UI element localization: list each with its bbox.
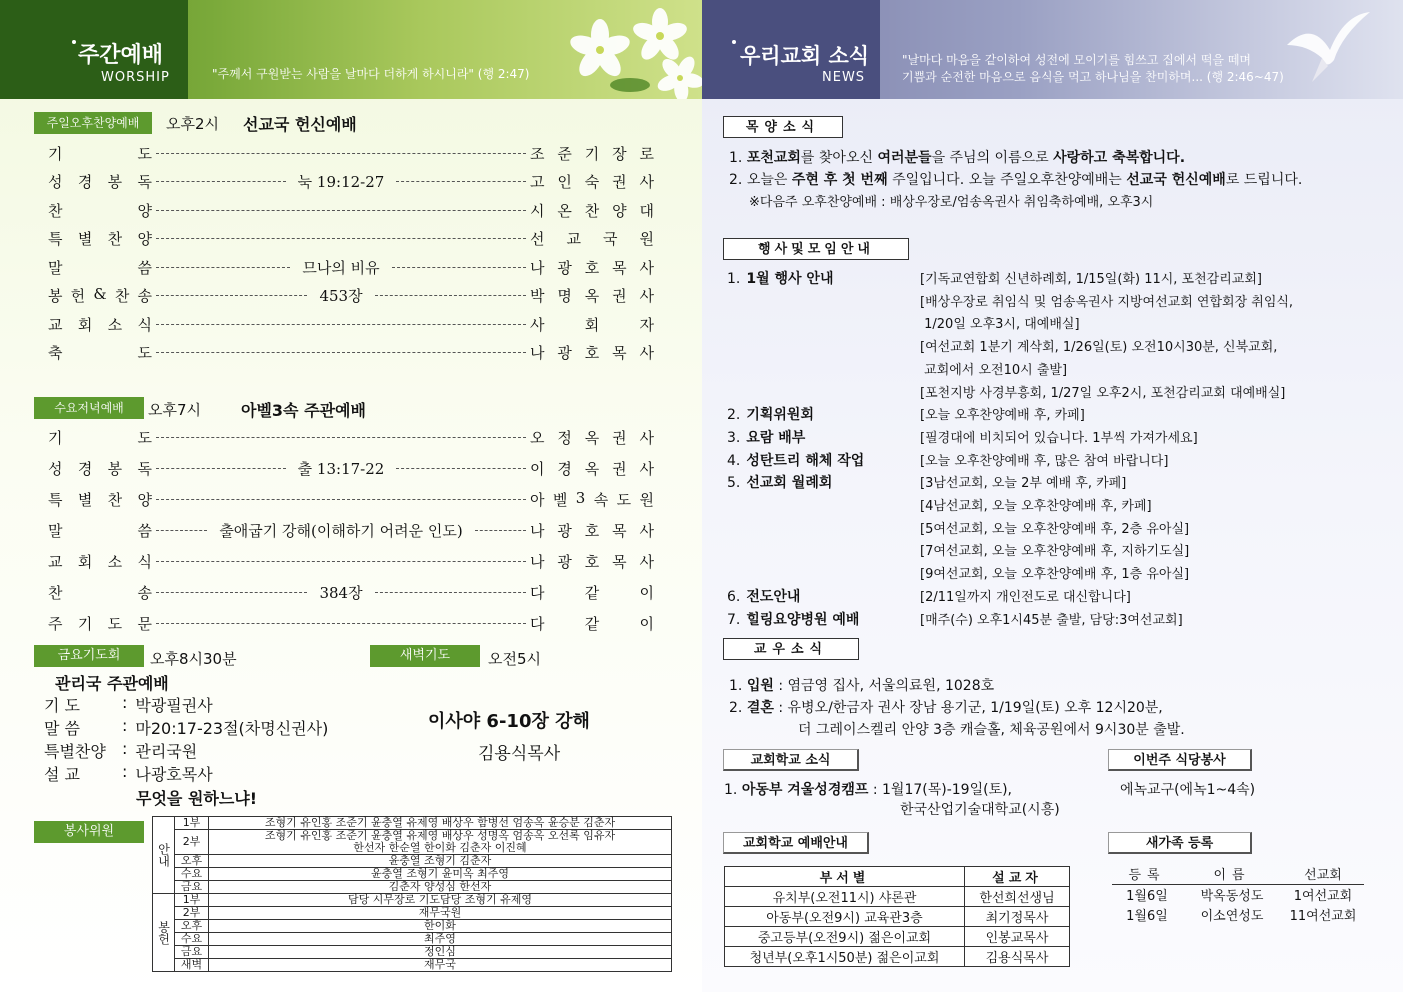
volunteer-names: 윤충열 조형기 김춘자 [209, 855, 672, 868]
friday-line: 특별찬양 : 관리국원 [44, 739, 198, 761]
dot-icon [732, 40, 736, 44]
volunteer-key: 수요 [175, 868, 209, 881]
volunteers-table [152, 816, 672, 972]
school-schedule-table [724, 866, 1070, 967]
event-title: 전도안내 [746, 588, 801, 605]
schedule-preacher: 인봉교목사 [965, 927, 1070, 947]
volunteer-names: 김춘자 양성심 한선자 [209, 881, 672, 894]
volunteer-key: 수요 [175, 933, 209, 946]
volunteers-tag: 봉사위원 [34, 821, 144, 843]
worship-quote: "주께서 구원받는 사람을 날마다 더하게 하시니라" (행 2:47) [212, 67, 530, 81]
order-person: 조 준 기 장 로 [530, 144, 654, 163]
order-person: 고 인 숙 권 사 [530, 173, 654, 191]
meal-service-tag: 이번주 식당봉사 [1108, 749, 1252, 771]
dawn-time: 오전5시 [488, 650, 542, 668]
order-label: 기 도 [48, 144, 152, 163]
order-detail: 384장 [319, 583, 363, 602]
order-label: 특 별 찬 양 [48, 230, 152, 248]
leader-dash [156, 623, 526, 624]
volunteer-key: 오후 [175, 920, 209, 933]
friday-title: 관리국 주관예배 [55, 674, 169, 693]
order-label: 찬 양 [48, 201, 152, 220]
leader-dash [156, 352, 526, 353]
school-news-tag: 교회학교 소식 [723, 749, 859, 771]
order-row [48, 580, 654, 604]
volunteer-row [153, 830, 672, 855]
friday-time: 오후8시30분 [150, 650, 237, 668]
volunteer-row [153, 907, 672, 920]
schedule-dept: 중고등부(오전9시) 젊은이교회 [725, 927, 965, 947]
order-label: 주 기 도 문 [48, 614, 152, 633]
worship-title: 주간예배 [78, 43, 164, 68]
order-person: 아 벨 3 속 도 원 [530, 488, 654, 509]
order-detail: 눅 19:12-27 [297, 173, 385, 191]
volunteer-names: 담당 시무장로 기도담당 조형기 유제영 [209, 894, 672, 907]
schedule-row [725, 887, 1070, 907]
order-label: 교 회 소 식 [48, 552, 152, 571]
friday-line: 설 교 : 나광호목사 [44, 762, 213, 784]
order-label: 축 도 [48, 344, 152, 362]
leader-dash [392, 267, 526, 268]
order-person: 선 교 국 원 [530, 230, 654, 248]
order-row [48, 284, 654, 308]
order-row [48, 456, 654, 480]
news-title: 우리교회 소식 [740, 44, 870, 68]
newfam-group: 11여선교회 [1289, 908, 1357, 924]
volunteer-key: 1부 [175, 894, 209, 907]
new-family-tag: 새가족 등록 [1108, 832, 1252, 854]
school-schedule-tag: 교회학교 예배안내 [723, 832, 869, 854]
order-row [48, 255, 654, 279]
event-detail: [필경대에 비치되어 있습니다. 1부씩 가져가세요] [920, 430, 1198, 446]
order-label: 찬 송 [48, 583, 152, 602]
leader-dash [396, 181, 526, 182]
volunteer-names: 최주영 [209, 933, 672, 946]
newfam-head-date: 등록 [1112, 864, 1182, 884]
event-detail: [매주(수) 오후1시45분 출발, 담당:3여선교회] [920, 612, 1183, 628]
seagull-icon [1282, 10, 1372, 85]
volunteer-names: 윤충열 조형기 윤미옥 최주영 [209, 868, 672, 881]
leader-dash [375, 295, 526, 296]
order-detail: 므나의 비유 [302, 258, 380, 277]
volunteer-names: 조형기 유인홍 조준기 윤충열 유제영 배상우 함병선 엄송옥 윤승분 김춘자 [209, 817, 672, 830]
worship-header [0, 0, 702, 99]
friday-line-value: 관리국원 [135, 742, 198, 761]
volunteer-row [153, 817, 672, 830]
leader-dash [156, 295, 307, 296]
wednesday-time: 오후7시 [148, 401, 202, 419]
order-detail: 출애굽기 강해(이해하기 어려운 인도) [219, 521, 463, 540]
schedule-row [725, 927, 1070, 947]
friday-line-label: 말 씀 [44, 719, 80, 738]
event-item: 7. 힐링요양병원 예배 [727, 611, 860, 628]
newfam-name: 박옥동성도 [1200, 888, 1264, 904]
order-row [48, 425, 654, 449]
order-person: 다 같 이 [530, 583, 654, 602]
friday-prayer-tag: 금요기도회 [34, 645, 144, 667]
order-person: 나 광 호 목 사 [530, 552, 654, 571]
order-row [48, 141, 654, 165]
schedule-row [725, 947, 1070, 967]
leader-dash [375, 592, 526, 593]
order-detail: 453장 [319, 287, 363, 305]
events-tag: 행사및모임안내 [723, 238, 909, 260]
leader-dash [156, 437, 526, 438]
order-label: 기 도 [48, 428, 152, 447]
order-person: 다 같 이 [530, 614, 654, 633]
volunteer-names: 정인심 [209, 946, 672, 959]
leader-dash [156, 499, 526, 500]
friday-line: 기 도 : 박광필권사 [44, 693, 213, 715]
leader-dash [156, 181, 286, 182]
newfam-row [1112, 904, 1364, 924]
volunteer-row [153, 868, 672, 881]
volunteer-row [153, 959, 672, 972]
newfam-name: 이소연성도 [1200, 908, 1264, 924]
school-item-1-cont: 한국산업기술대학교(시흥) [900, 802, 1060, 818]
friday-line-label: 특별찬양 [44, 742, 106, 761]
order-row [48, 518, 654, 542]
schedule-row [725, 907, 1070, 927]
leader-dash [156, 267, 290, 268]
volunteer-row [153, 933, 672, 946]
worship-subtitle: WORSHIP [101, 70, 170, 85]
volunteer-key: 금요 [175, 946, 209, 959]
order-label: 성 경 봉 독 [48, 459, 152, 478]
meal-service-value: 에녹교구(에녹1~4속) [1120, 782, 1256, 798]
flower-icon [560, 0, 702, 99]
sunday-time: 오후2시 [166, 115, 220, 133]
volunteer-names: 조형기 유인홍 조준기 윤충열 유제영 배상우 성명옥 엄송옥 오선록 임유자 한선자 한순열 한이화 김춘자 이진혜 [209, 830, 672, 855]
volunteer-row [153, 920, 672, 933]
event-item: 2. 기획위원회 [727, 407, 814, 424]
member-item-2-cont: 더 그레이스켈리 안양 3층 캐슬홀, 체육공원에서 9시30분 출발. [798, 722, 1185, 738]
event-detail: 1/20일 오후3시, 대예배실] [920, 317, 1080, 333]
volunteer-group: 봉헌 [153, 894, 175, 972]
order-row [48, 198, 654, 222]
newfam-row [1112, 884, 1364, 904]
leader-dash [156, 530, 207, 531]
event-item: 1. 1월 행사 안내 [727, 271, 834, 287]
members-news-tag: 교우소식 [723, 638, 859, 660]
event-detail: [9여선교회, 오늘 오후찬양예배 후, 1층 유아실] [920, 567, 1190, 583]
event-item: 3. 요람 배부 [727, 429, 806, 446]
volunteer-key: 금요 [175, 881, 209, 894]
leader-dash [156, 210, 526, 211]
leader-dash [156, 153, 526, 154]
order-row [48, 611, 654, 635]
volunteer-names: 한이화 [209, 920, 672, 933]
new-family-table [1112, 864, 1364, 924]
order-person: 사 회 자 [530, 315, 654, 334]
volunteer-key: 오후 [175, 855, 209, 868]
news-subtitle: NEWS [822, 70, 866, 85]
event-detail: 교회에서 오전10시 출발] [920, 362, 1068, 378]
event-title: 기획위원회 [746, 407, 814, 424]
dawn-prayer-tag: 새벽기도 [370, 645, 480, 667]
event-item: 5. 선교회 월례회 [727, 475, 833, 492]
leader-dash [156, 468, 286, 469]
friday-sermon-title: 무엇을 원하느냐! [136, 789, 258, 808]
leader-dash [156, 324, 526, 325]
event-title: 1월 행사 안내 [746, 271, 834, 287]
order-label: 봉 헌 & 찬 송 [48, 285, 152, 305]
order-label: 말 씀 [48, 258, 152, 277]
news-quote-line2: 기쁨과 순전한 마음으로 음식을 먹고 하나님을 찬미하며... (행 2:46~47) [902, 70, 1284, 84]
volunteer-row [153, 855, 672, 868]
friday-line: 말 씀 : 마20:17-23절(차명신권사) [44, 716, 329, 738]
leader-dash [156, 592, 307, 593]
order-row [48, 341, 654, 365]
event-detail: [4남선교회, 오늘 오후찬양예배 후, 카페] [920, 499, 1152, 514]
newfam-group: 1여선교회 [1293, 888, 1353, 904]
event-detail: [2/11일까지 개인전도로 대신합니다] [920, 589, 1131, 605]
event-item: 6. 전도안내 [727, 588, 801, 605]
event-title: 성탄트리 해체 작업 [746, 452, 865, 469]
order-person: 박 명 옥 권 사 [530, 287, 654, 305]
pastoral-news-tag: 목양소식 [723, 116, 843, 138]
school-item-1: 1. 아동부 겨울성경캠프 : 1월17(목)-19일(토), [724, 782, 1013, 798]
leader-dash [396, 468, 526, 469]
order-label: 특 별 찬 양 [48, 490, 152, 509]
pastoral-line-2: 2. 오늘은 주현 후 첫 번째 주일입니다. 오늘 주일오후찬양예배는 선교국 헌신예배로 드립니다. [729, 172, 1303, 188]
order-person: 나 광 호 목 사 [530, 344, 654, 362]
sunday-service-tag: 주일오후찬양예배 [34, 112, 152, 134]
event-detail: [3남선교회, 오늘 2부 예배 후, 카페] [920, 476, 1127, 492]
news-header [702, 0, 1403, 99]
event-detail: [오늘 오후찬양예배 후, 카페] [920, 408, 1085, 424]
volunteer-key: 2부 [175, 830, 209, 855]
wednesday-title: 아벨3속 주관예배 [241, 401, 366, 420]
dot-icon [72, 40, 76, 44]
schedule-preacher: 최기정목사 [965, 907, 1070, 927]
schedule-dept: 유치부(오전11시) 샤론관 [725, 887, 965, 907]
news-quote-line1: "날마다 마음을 같이하여 성전에 모이기를 힘쓰고 집에서 떡을 떼며 [902, 53, 1252, 67]
friday-line-label: 기 도 [44, 696, 80, 715]
order-row [48, 487, 654, 511]
event-detail: [7여선교회, 오늘 오후찬양예배 후, 지하기도실] [920, 544, 1190, 560]
event-title: 힐링요양병원 예배 [746, 611, 860, 628]
dawn-preacher: 김용식목사 [478, 744, 561, 764]
volunteer-key: 새벽 [175, 959, 209, 972]
friday-line-value: 나광호목사 [135, 765, 213, 784]
schedule-head-preacher: 설교자 [965, 867, 1070, 887]
newfam-date: 1월6일 [1126, 908, 1168, 924]
order-person: 시 온 찬 양 대 [530, 201, 654, 220]
order-label: 교 회 소 식 [48, 315, 152, 334]
order-row [48, 549, 654, 573]
order-label: 말 씀 [48, 521, 152, 540]
event-detail: [여선교회 1분기 계삭회, 1/26일(토) 오전10시30분, 신북교회, [920, 340, 1278, 356]
event-item: 4. 성탄트리 해체 작업 [727, 452, 865, 469]
leader-dash [156, 561, 526, 562]
order-person: 나 광 호 목 사 [530, 258, 654, 277]
schedule-head-dept: 부서별 [725, 867, 965, 887]
event-detail: [기독교연합회 신년하례회, 1/15일(화) 11시, 포천감리교회] [920, 272, 1262, 287]
friday-line-value: 박광필권사 [135, 696, 213, 715]
schedule-preacher: 김용식목사 [965, 947, 1070, 967]
schedule-dept: 청년부(오후1시50분) 젊은이교회 [725, 947, 965, 967]
pastoral-line-1: 1. 포천교회를 찾아오신 여러분들을 주님의 이름으로 사랑하고 축복합니다. [729, 150, 1186, 166]
wednesday-service-tag: 수요저녁예배 [34, 397, 144, 419]
volunteer-group: 안내 [153, 817, 175, 894]
event-detail: [배상우장로 취임식 및 엄송옥권사 지방여선교회 연합회장 취임식, [920, 294, 1294, 310]
order-row [48, 312, 654, 336]
dawn-title: 이사야 6-10장 강해 [428, 711, 590, 732]
schedule-dept: 아동부(오전9시) 교육관3층 [725, 907, 965, 927]
order-person: 나 광 호 목 사 [530, 521, 654, 540]
volunteer-key: 2부 [175, 907, 209, 920]
newfam-head-group: 선교회 [1282, 864, 1364, 884]
newfam-date: 1월6일 [1126, 888, 1168, 904]
volunteer-names: 재무국원 [209, 907, 672, 920]
event-title: 선교회 월례회 [746, 475, 833, 492]
sunday-title: 선교국 헌신예배 [243, 115, 357, 134]
volunteer-row [153, 894, 672, 907]
schedule-preacher: 한선희선생님 [965, 887, 1070, 907]
order-detail: 출 13:17-22 [297, 459, 385, 478]
event-title: 요람 배부 [746, 429, 806, 446]
friday-line-label: 설 교 [44, 765, 80, 784]
event-detail: [포천지방 사경부흥회, 1/27일 오후2시, 포천감리교회 대예배실] [920, 385, 1286, 401]
leader-dash [156, 238, 526, 239]
volunteer-key: 1부 [175, 817, 209, 830]
order-label: 성 경 봉 독 [48, 173, 152, 191]
order-row [48, 170, 654, 194]
order-person: 오 정 옥 권 사 [530, 428, 654, 447]
volunteer-row [153, 946, 672, 959]
order-row [48, 227, 654, 251]
leader-dash [475, 530, 526, 531]
pastoral-line-3: ※다음주 오후찬양예배 : 배상우장로/엄송옥권사 취임축하예배, 오후3시 [749, 195, 1154, 210]
member-item-2: 2. 결혼 : 유병오/한금자 권사 장남 용기군, 1/19일(토) 오후 12시20분, [729, 700, 1163, 716]
volunteer-row [153, 881, 672, 894]
event-detail: [오늘 오후찬양예배 후, 많은 참여 바랍니다] [920, 453, 1169, 469]
volunteer-names: 재무국 [209, 959, 672, 972]
event-detail: [5여선교회, 오늘 오후찬양예배 후, 2층 유아실] [920, 521, 1190, 537]
member-item-1: 1. 입원 : 염금영 집사, 서울의료원, 1028호 [729, 678, 995, 694]
order-person: 이 경 옥 권 사 [530, 459, 654, 478]
newfam-head-name: 이름 [1182, 864, 1282, 884]
friday-line-value: 마20:17-23절(차명신권사) [135, 719, 329, 738]
